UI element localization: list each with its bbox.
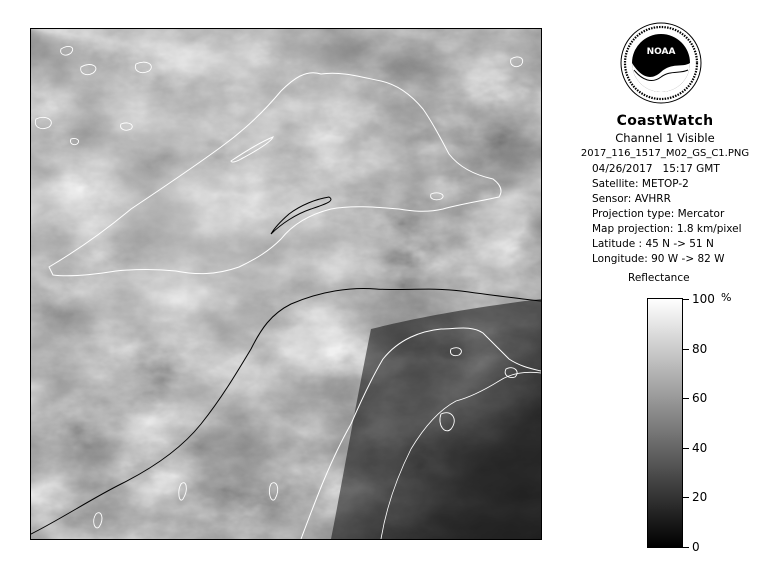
meta-satellite: Satellite: METOP-2	[592, 178, 689, 190]
date-value: 04/26/2017	[592, 163, 653, 175]
colorbar-tick-label: 100	[692, 292, 715, 306]
colorbar-tick	[683, 299, 689, 300]
time-value: 15:17 GMT	[662, 163, 720, 175]
app-title: CoastWatch	[616, 113, 714, 129]
colorbar-tick-label: 20	[692, 490, 708, 504]
colorbar-tick	[683, 448, 689, 449]
colorbar-tick	[683, 547, 689, 548]
colorbar-unit: %	[721, 291, 732, 304]
datetime-label	[592, 162, 720, 177]
map-canvas	[31, 29, 541, 539]
noaa-logo-icon	[620, 22, 702, 104]
colorbar-tick-label: 40	[692, 441, 708, 455]
colorbar-tick-label: 60	[692, 391, 708, 405]
colorbar-tick	[683, 497, 689, 498]
colorbar-tick	[683, 349, 689, 350]
colorbar-title: Reflectance	[628, 272, 690, 284]
meta-map-projection: Map projection: 1.8 km/pixel	[592, 223, 742, 235]
meta-longitude: Longitude: 90 W -> 82 W	[592, 253, 725, 265]
meta-projection-type: Projection type: Mercator	[592, 208, 725, 220]
colorbar-tick-label: 0	[692, 540, 700, 554]
colorbar-tick-label: 80	[692, 342, 708, 356]
filename-label: 2017_116_1517_M02_GS_C1.PNG	[580, 148, 750, 159]
colorbar-tick	[683, 398, 689, 399]
meta-sensor: Sensor: AVHRR	[592, 193, 671, 205]
satellite-image	[30, 28, 542, 540]
logo-text: NOAA	[646, 47, 676, 57]
reflectance-colorbar	[647, 298, 683, 548]
meta-latitude: Latitude : 45 N -> 51 N	[592, 238, 714, 250]
channel-subtitle: Channel 1 Visible	[615, 131, 715, 145]
